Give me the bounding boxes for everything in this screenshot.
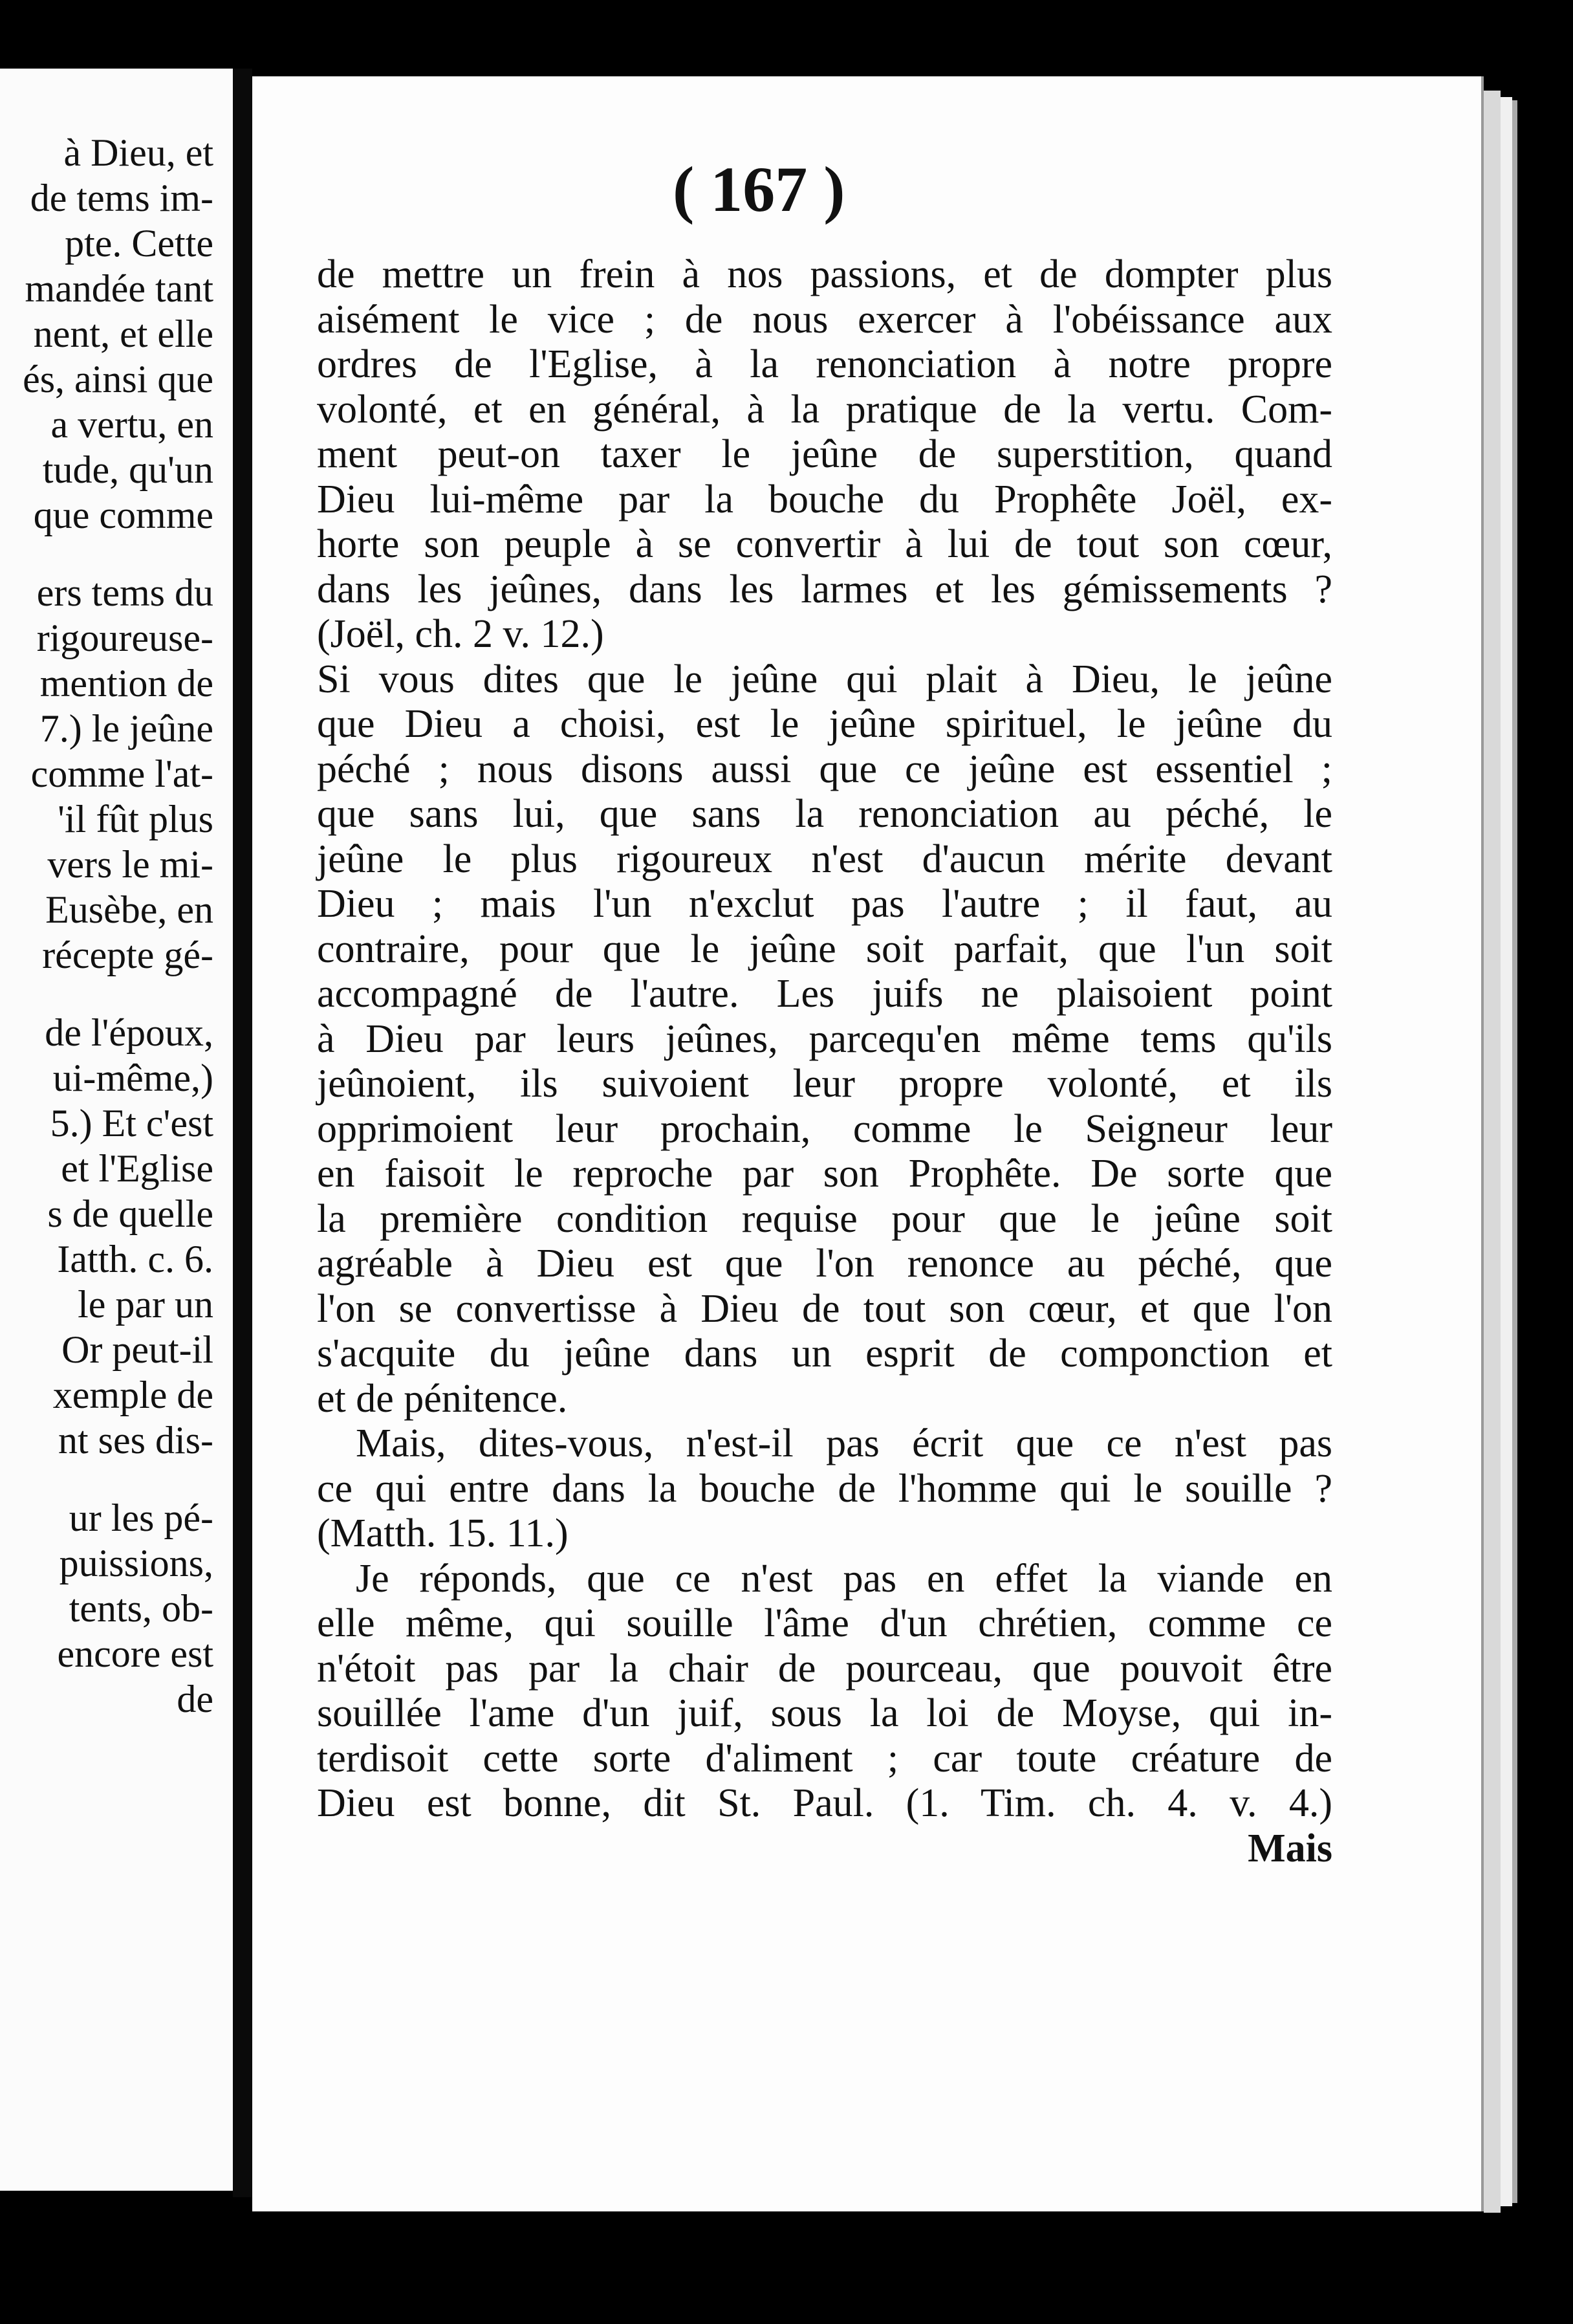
text-line: (Matth. 15. 11.) bbox=[317, 1511, 569, 1555]
left-page-line: és, ainsi que bbox=[23, 358, 213, 400]
text-line: la première condition requise pour que le jeûne soit bbox=[317, 1196, 1332, 1241]
page-edge bbox=[1484, 91, 1501, 2213]
text-line: horte son peuple à se convertir à lui de tout son cœur, bbox=[317, 522, 1332, 566]
text-line: ordres de l'Eglise, à la renonciation à notre propre bbox=[317, 342, 1332, 386]
text-line: l'on se convertisse à Dieu de tout son cœur, et que l'on bbox=[317, 1286, 1332, 1331]
text-line: agréable à Dieu est que l'on renonce au péché, que bbox=[317, 1242, 1332, 1286]
text-line: dans les jeûnes, dans les larmes et les gémissements ? bbox=[317, 567, 1332, 611]
text-line: Dieu lui-même par la bouche du Prophête Joël, ex- bbox=[317, 477, 1332, 521]
text-line: et de pénitence. bbox=[317, 1376, 568, 1421]
left-page-line: rigoureuse- bbox=[36, 617, 213, 659]
left-page-line: 7.) le jeûne bbox=[39, 707, 213, 750]
text-line: accompagné de l'autre. Les juifs ne plaisoient point bbox=[317, 972, 1332, 1016]
left-page-line: de l'époux, bbox=[45, 1011, 213, 1054]
text-line: Dieu est bonne, dit St. Paul. (1. Tim. ch. 4. v. 4.) bbox=[317, 1781, 1332, 1825]
text-line: Si vous dites que le jeûne qui plait à Dieu, le jeûne bbox=[317, 657, 1332, 701]
left-page-line: s de quelle bbox=[47, 1192, 213, 1235]
text-line: n'étoit pas par la chair de pourceau, que pouvoit être bbox=[317, 1646, 1332, 1691]
text-line: à Dieu par leurs jeûnes, parcequ'en même tems qu'ils bbox=[317, 1016, 1332, 1061]
left-page-line: et l'Eglise bbox=[61, 1147, 213, 1190]
left-page-line: tents, ob- bbox=[69, 1587, 213, 1630]
text-line: souillée l'ame d'un juif, sous la loi de Moyse, qui in- bbox=[317, 1691, 1332, 1735]
text-line: s'acquite du jeûne dans un esprit de componction et bbox=[317, 1332, 1332, 1376]
left-page-line: 5.) Et c'est bbox=[50, 1102, 213, 1145]
book-gutter bbox=[233, 69, 252, 2197]
left-page-line: Eusèbe, en bbox=[45, 888, 213, 931]
text-line: Dieu ; mais l'un n'exclut pas l'autre ; il faut, au bbox=[317, 882, 1332, 926]
text-line: que sans lui, que sans la renonciation au péché, le bbox=[317, 792, 1332, 836]
left-page-line: mention de bbox=[39, 662, 213, 705]
left-page-line: xemple de bbox=[52, 1374, 213, 1416]
text-line: jeûnoient, ils suivoient leur propre volonté, et ils bbox=[317, 1062, 1332, 1106]
text-line: opprimoient leur prochain, comme le Seigneur leur bbox=[317, 1106, 1332, 1151]
left-page-line: ers tems du bbox=[36, 571, 213, 614]
left-page-line: de bbox=[177, 1678, 213, 1720]
text-line: terdisoit cette sorte d'aliment ; car toute créature de bbox=[317, 1736, 1332, 1781]
left-page-line: encore est bbox=[57, 1632, 213, 1675]
left-page-line: vers le mi- bbox=[47, 843, 213, 886]
text-line: en faisoit le reproche par son Prophête. De sorte que bbox=[317, 1152, 1332, 1196]
text-line: ce qui entre dans la bouche de l'homme qui le souille ? bbox=[317, 1466, 1332, 1511]
left-page-line: a vertu, en bbox=[50, 403, 213, 446]
text-line: jeûne le plus rigoureux n'est d'aucun mérite devant bbox=[317, 837, 1332, 881]
page-edge bbox=[1512, 100, 1517, 2203]
catchword: Mais bbox=[1248, 1826, 1332, 1870]
left-page-line: 'il fût plus bbox=[58, 798, 213, 840]
left-page-line: ur les pé- bbox=[69, 1496, 213, 1539]
text-line: elle même, qui souille l'âme d'un chrétien, comme ce bbox=[317, 1601, 1332, 1645]
left-page-line: Iatth. c. 6. bbox=[57, 1238, 213, 1280]
left-page-line: mandée tant bbox=[25, 267, 213, 310]
left-page-line: tude, qu'un bbox=[42, 448, 213, 491]
left-page-line: de tems im- bbox=[30, 177, 213, 219]
left-page-line: nent, et elle bbox=[33, 312, 213, 355]
left-page bbox=[0, 69, 233, 2191]
text-line: Je réponds, que ce n'est pas en effet la viande en bbox=[356, 1556, 1332, 1601]
text-line: de mettre un frein à nos passions, et de dompter plus bbox=[317, 252, 1332, 296]
left-page-line: à Dieu, et bbox=[63, 131, 213, 174]
text-line: volonté, et en général, à la pratique de la vertu. Com- bbox=[317, 387, 1332, 432]
text-line: (Joël, ch. 2 v. 12.) bbox=[317, 612, 604, 656]
left-page-line: puissions, bbox=[59, 1542, 213, 1584]
left-page-line: le par un bbox=[78, 1283, 213, 1326]
left-page-line: récepte gé- bbox=[42, 934, 213, 976]
text-line: que Dieu a choisi, est le jeûne spirituel, le jeûne du bbox=[317, 702, 1332, 746]
text-line: ment peut-on taxer le jeûne de superstition, quand bbox=[317, 432, 1332, 476]
left-page-line: que comme bbox=[33, 494, 213, 536]
left-page-line: Or peut-il bbox=[61, 1328, 213, 1371]
left-page-line: pte. Cette bbox=[65, 222, 213, 265]
page-number: ( 167 ) bbox=[673, 153, 845, 225]
body-text bbox=[317, 252, 1332, 1871]
left-page-line: comme l'at- bbox=[30, 752, 213, 795]
text-line: contraire, pour que le jeûne soit parfait, que l'un soit bbox=[317, 926, 1332, 971]
text-line: péché ; nous disons aussi que ce jeûne est essentiel ; bbox=[317, 747, 1332, 791]
left-page-line: ui-même,) bbox=[52, 1057, 213, 1099]
page-edge bbox=[1501, 97, 1512, 2206]
text-line: Mais, dites-vous, n'est-il pas écrit que ce n'est pas bbox=[356, 1421, 1332, 1465]
text-line: aisément le vice ; de nous exercer à l'obéissance aux bbox=[317, 297, 1332, 342]
left-page-line: nt ses dis- bbox=[58, 1419, 213, 1462]
